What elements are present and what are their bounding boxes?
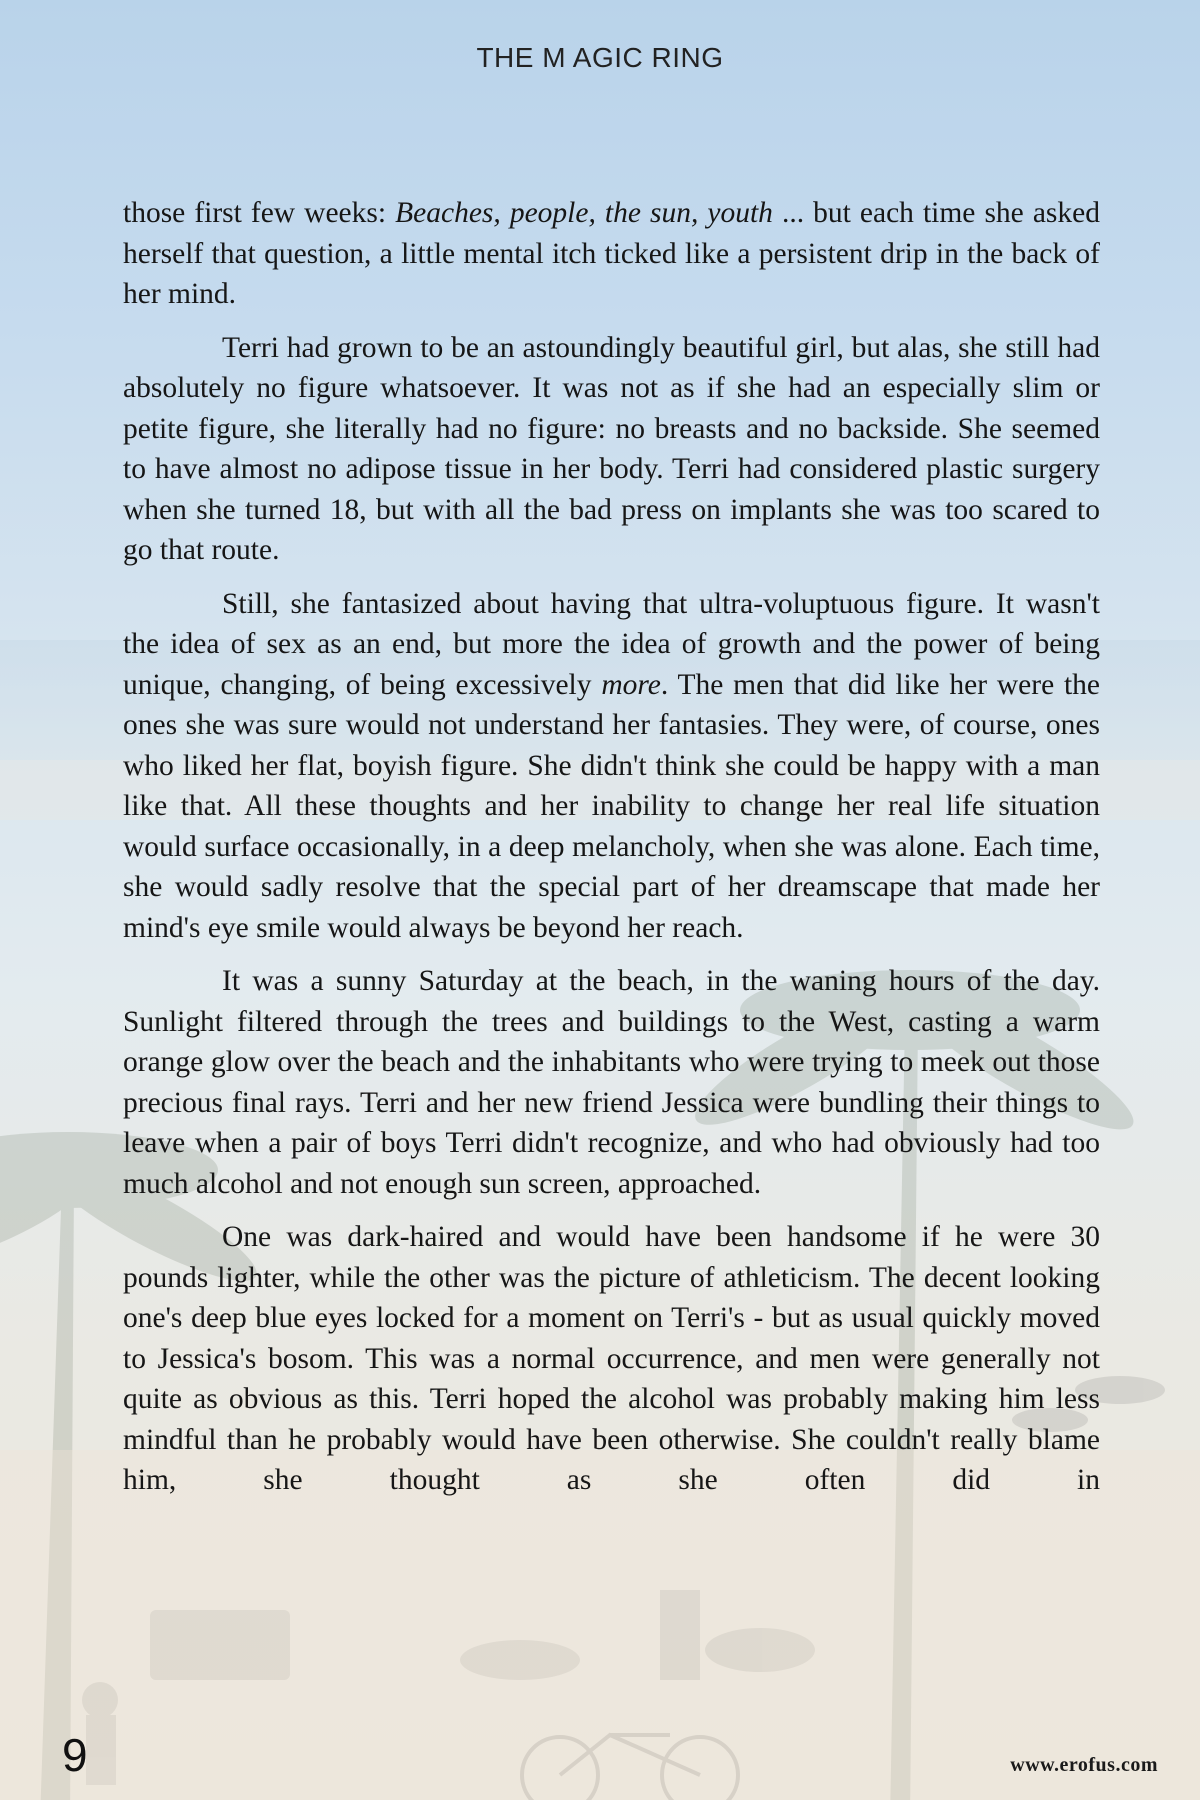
paragraph-3 <box>123 584 1100 949</box>
paragraph-1-text-a: those first few weeks: <box>123 197 396 229</box>
paragraph-1-emphasis: Beaches, people, the sun, youth <box>395 197 773 229</box>
paragraph-3-emphasis: more <box>601 668 661 701</box>
paragraph-4: It was a sunny Saturday at the beach, in the waning hours of the day. Sunlight filtered through the trees and buildings to the West, casting a warm orange glow over the beach and the inhabitants who were trying to meek out those precious final rays. Terri and her new friend Jessica were bundling their things to leave when a pair of boys Terri didn't recognize, and who had obviously had too much alcohol and not enough sun screen, approached. <box>123 965 1100 1200</box>
paragraph-continued <box>123 193 1100 315</box>
body-text <box>123 193 1100 1514</box>
page-number: 9 <box>62 1729 88 1781</box>
paragraph-3-text-b: . The men that did like her were the ones she was sure would not understand her fantasies. They were, of course, ones who liked her flat, boyish figure. She didn't think she could be happy with a man like that. All these thoughts and her inability to change her real life situation would surface occasionally, in a deep melancholy, when she was alone. Each time, she would sadly resolve that the special part of her dreamscape that made her mind's eye smile would always be beyond her reach. <box>123 668 1101 944</box>
paragraph-2: Terri had grown to be an astoundingly beautiful girl, but alas, she still had absolutely no figure whatsoever. It was not as if she had an especially slim or petite figure, she literally had no figure: no breasts and no backside. She seemed to have almost no adipose tissue in her body. Terri had considered plastic surgery when she turned 18, but with all the bad press on implants she was too scared to go that route. <box>123 331 1100 566</box>
running-header-title: THE M AGIC RING <box>476 42 724 73</box>
paragraph-5: One was dark-haired and would have been handsome if he were 30 pounds lighter, while the other was the picture of athleticism. The decent looking one's deep blue eyes locked for a moment on Terri's - but as usual quickly moved to Jessica's bosom. This was a normal occurrence, and men were generally not quite as obvious as this. Terri hoped the alcohol was probably making him less mindful than he probably would have been otherwise. She couldn't really blame him, she thought as she often did in <box>123 1221 1100 1496</box>
paragraph-3-text-a: Still, she fantasized about having that ultra-voluptuous figure. It wasn't the idea of sex as an end, but more the idea of growth and the power of being unique, changing, of being excessively <box>123 587 1100 701</box>
watermark-url: www.erofus.com <box>1010 1754 1158 1776</box>
paragraph-1-text-b: ... but each time she asked herself that question, a little mental itch ticked like a persistent drip in the back of her mind. <box>123 197 1100 310</box>
